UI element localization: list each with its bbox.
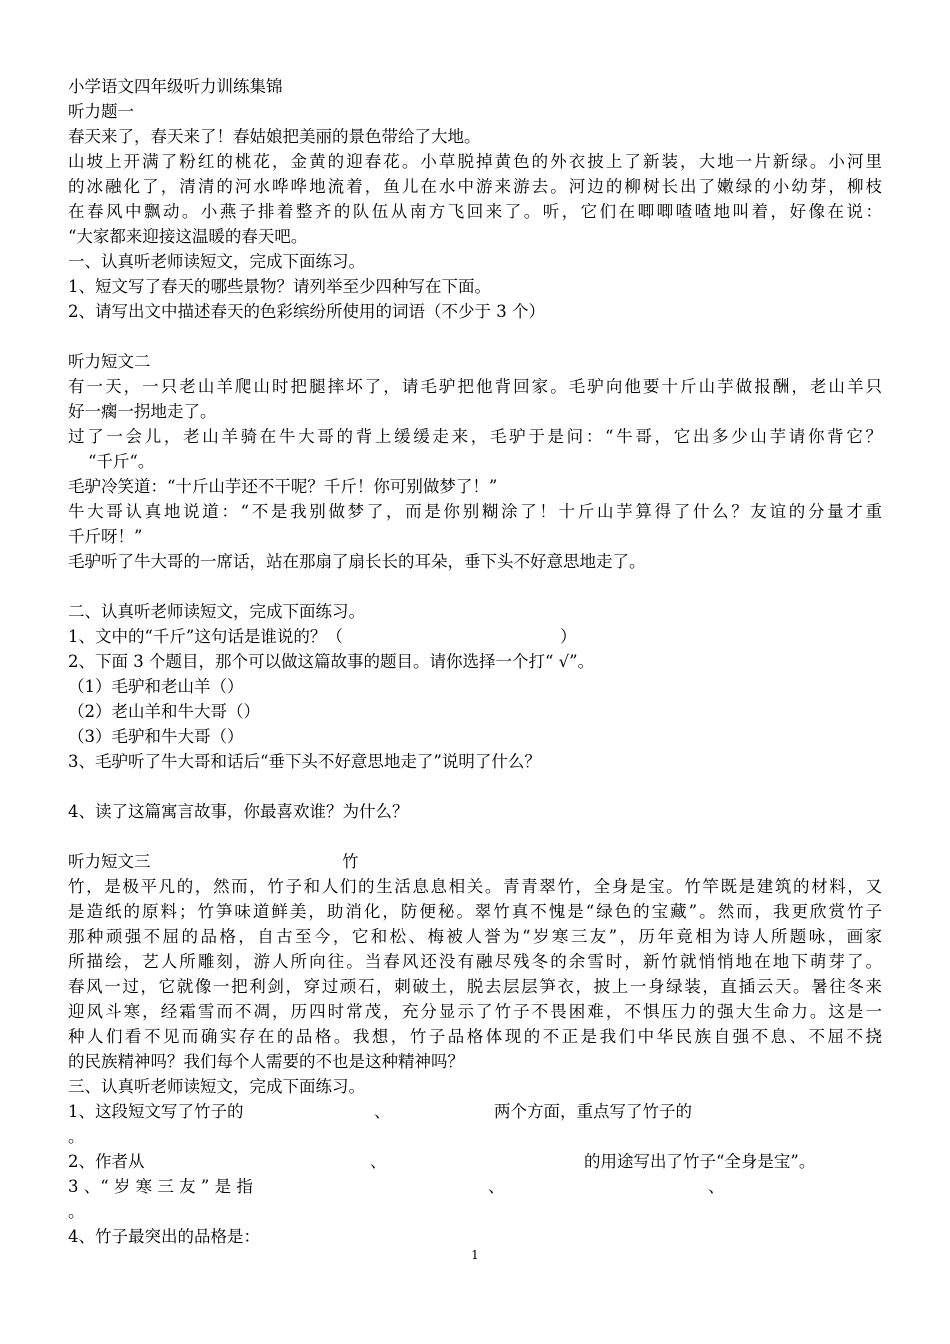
section3-paragraph: 竹，是极平凡的，然而，竹子和人们的生活息息相关。青青翠竹，全身是宝。竹竿既是建筑的材料，又 (68, 877, 882, 896)
section1-task: 一、认真听老师读短文，完成下面练习。 (68, 252, 365, 271)
section3-question-4: 4、竹子最突出的品格是： (68, 1227, 260, 1246)
section3-question-2-separator: 、 (370, 1152, 387, 1171)
section1-question-2: 2、请写出文中描述春天的色彩缤纷所使用的词语（不少于 3 个） (68, 302, 545, 321)
section3-paragraph: 种人们看不见而确实存在的品格。我想，竹子品格体现的不正是我们中华民族自强不息、不屈不挠 (68, 1027, 882, 1046)
section2-paragraph: 有一天，一只老山羊爬山时把腿摔坏了，请毛驴把他背回家。毛驴向他要十斤山芋做报酬，老山羊只 (68, 377, 882, 396)
section3-paragraph: 春风一过，它就像一把利剑，穿过顽石，刺破土，脱去层层笋衣，披上一身绿装，直插云天。暑往冬来 (68, 977, 882, 996)
section3-question-3-separator: 、 (488, 1177, 505, 1196)
section3-task: 三、认真听老师读短文，完成下面练习。 (68, 1077, 365, 1096)
option-2: （2）老山羊和牛大哥（） (68, 702, 260, 721)
section2-paragraph: “千斤“。 (88, 452, 155, 471)
document-title: 小学语文四年级听力训练集锦 (68, 77, 283, 96)
section2-paragraph: 毛驴听了牛大哥的一席话，站在那扇了扇长长的耳朵，垂下头不好意思地走了。 (68, 552, 646, 571)
option-1: （1）毛驴和老山羊（） (68, 677, 244, 696)
section1-paragraph: 的冰融化了，清清的河水哗哗地流着，鱼儿在水中游来游去。河边的柳树长出了嫩绿的小幼芽，柳枝 (68, 177, 882, 196)
section2-paragraph: 千斤呀！” (68, 527, 143, 546)
option-3: （3）毛驴和牛大哥（） (68, 727, 244, 746)
section2-question-1: 1、文中的“千斤”这句话是谁说的？（ (68, 627, 343, 646)
section3-question-3: 3 、“ 岁 寒 三 友 ” 是 指 (68, 1177, 253, 1196)
section3-question-1-separator: 、 (374, 1102, 391, 1121)
section1-heading: 听力题一 (68, 102, 134, 121)
section1-paragraph: 春天来了，春天来了！春姑娘把美丽的景色带给了大地。 (68, 127, 481, 146)
section3-question-2-continuation: 的用途写出了竹子“全身是宝”。 (584, 1152, 816, 1171)
section1-paragraph: 山坡上开满了粉红的桃花，金黄的迎春花。小草脱掉黄色的外衣披上了新装，大地一片新绿。小河里 (68, 152, 882, 171)
section3-question-2: 2、作者从 (68, 1152, 145, 1171)
section2-task: 二、认真听老师读短文，完成下面练习。 (68, 602, 365, 621)
section3-paragraph: 是造纸的原料；竹笋味道鲜美，助消化，防便秘。翠竹真不愧是“绿色的宝藏”。然而，我更欣赏竹子 (68, 902, 882, 921)
section3-question-3-separator: 、 (708, 1177, 725, 1196)
section1-question-1: 1、短文写了春天的哪些景物？请列举至少四种写在下面。 (68, 277, 491, 296)
section1-paragraph: 在春风中飘动。小燕子排着整齐的队伍从南方飞回来了。听，它们在唧唧喳喳地叫着，好像在说： (68, 202, 882, 221)
section3-subtitle: 竹 (342, 852, 359, 871)
section3-paragraph: 那种顽强不屈的品格，自古至今，它和松、梅被人誉为“岁寒三友”，历年竟相为诗人所题咏，画家 (68, 927, 882, 946)
section2-question-3: 3、毛驴听了牛大哥和话后“垂下头不好意思地走了”说明了什么？ (68, 752, 541, 771)
section2-heading: 听力短文二 (68, 352, 151, 371)
page-number: 1 (471, 1248, 479, 1262)
section3-question-1-continuation: 两个方面，重点写了竹子的 (494, 1102, 692, 1121)
section2-question-2: 2、下面 3 个题目，那个可以做这篇故事的题目。请你选择一个打“ √”。 (68, 652, 595, 671)
section2-paragraph: 毛驴冷笑道：“十斤山芋还不干呢？千斤！你可别做梦了！” (68, 477, 498, 496)
section2-paragraph: 好一瘸一拐地走了。 (68, 402, 217, 421)
section3-question-3-end: 。 (68, 1202, 85, 1221)
section3-question-1: 1、这段短文写了竹子的 (68, 1102, 244, 1121)
section2-paragraph: 牛大哥认真地说道：“不是我别做梦了，而是你别糊涂了！十斤山芋算得了什么？友谊的分量才重 (68, 502, 882, 521)
section1-paragraph: “大家都来迎接这温暖的春天吧。 (68, 227, 308, 246)
section3-paragraph: 的民族精神吗？我们每个人需要的不也是这种精神吗？ (68, 1052, 464, 1071)
section3-heading: 听力短文三 (68, 852, 151, 871)
section3-paragraph: 迎风斗寒，经霜雪而不凋，历四时常茂，充分显示了竹子不畏困难，不惧压力的强大生命力。这是一 (68, 1002, 882, 1021)
section2-question-4: 4、读了这篇寓言故事，你最喜欢谁？为什么？ (68, 802, 409, 821)
section3-question-1-end: 。 (68, 1127, 85, 1146)
section2-paragraph: 过了一会儿，老山羊骑在牛大哥的背上缓缓走来，毛驴于是问：“牛哥，它出多少山芋请你背它？ (68, 427, 882, 446)
section2-question-1-close: ） (560, 627, 577, 646)
section3-paragraph: 所描绘，艺人所雕刻，游人所向往。当春风还没有融尽残冬的余雪时，新竹就悄悄地在地下萌芽了。 (68, 952, 882, 971)
